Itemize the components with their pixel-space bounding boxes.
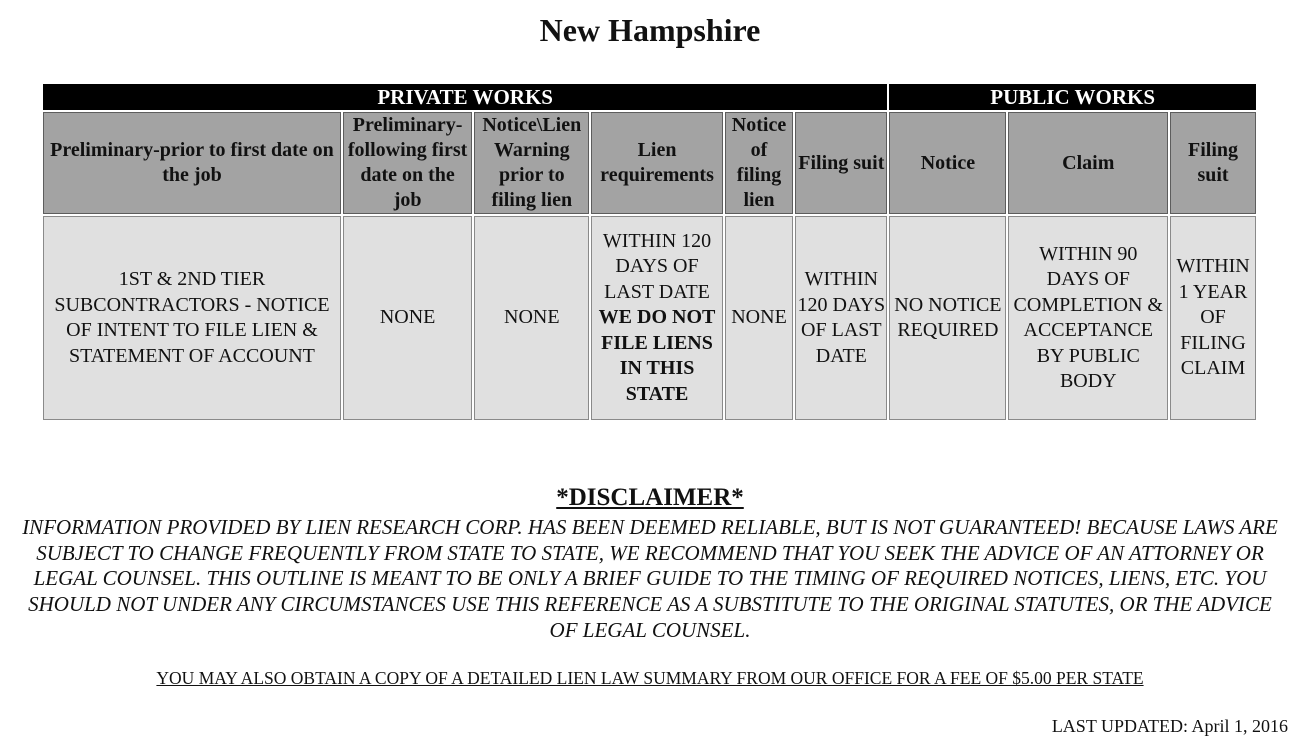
table-row [43, 216, 1256, 420]
disclaimer-title: *DISCLAIMER* [556, 484, 744, 511]
header-preliminary-following: Preliminary-following first date on the job [343, 112, 472, 214]
cell-preliminary-prior [43, 216, 341, 420]
public-works-header: PUBLIC WORKS [889, 84, 1256, 110]
cell-private-filing-suit-text: WITHIN 120 DAYS OF LAST DATE [797, 268, 886, 367]
header-public-notice: Notice [889, 112, 1006, 214]
last-updated: LAST UPDATED: April 1, 2016 [1051, 716, 1288, 736]
cell-public-filing-suit-text: WITHIN 1 YEAR OF FILING CLAIM [1176, 255, 1250, 380]
cell-public-claim-text: WITHIN 90 DAYS OF COMPLETION & ACCEPTANCE BY PUBLIC BODY [1013, 242, 1163, 392]
header-private-filing-suit: Filing suit [795, 112, 887, 214]
fee-note: YOU MAY ALSO OBTAIN A COPY OF A DETAILED LIEN LAW SUMMARY FROM OUR OFFICE FOR A FEE OF $5.00 PER STATE [156, 668, 1144, 688]
cell-preliminary-following [343, 216, 472, 420]
section-header-row [43, 84, 1256, 110]
cell-lien-requirements-text: WITHIN 120 DAYS OF LAST DATE [602, 229, 712, 303]
cell-notice-of-filing-lien-text: NONE [731, 306, 787, 329]
header-notice-of-filing-lien: Notice of filing lien [725, 112, 794, 214]
header-notice-lien-warning: Notice\Lien Warning prior to filing lien [474, 112, 589, 214]
cell-public-claim [1008, 216, 1168, 420]
header-public-claim: Claim [1008, 112, 1168, 214]
private-works-header: PRIVATE WORKS [43, 84, 887, 110]
header-public-filing-suit: Filing suit [1170, 112, 1256, 214]
cell-notice-lien-warning-text: NONE [504, 306, 560, 329]
cell-public-filing-suit [1170, 216, 1256, 420]
cell-lien-requirements-warning: WE DO NOT FILE LIENS IN THIS STATE [598, 306, 716, 405]
cell-preliminary-following-text: NONE [379, 306, 436, 329]
cell-public-notice [889, 216, 1006, 420]
column-header-row [43, 112, 1256, 214]
cell-notice-lien-warning [474, 216, 589, 420]
cell-public-notice-text: NO NOTICE REQUIRED [894, 293, 1002, 341]
header-lien-requirements: Lien requirements [591, 112, 722, 214]
cell-notice-of-filing-lien [725, 216, 794, 420]
page-title: New Hampshire [539, 12, 761, 48]
cell-preliminary-prior-text: 1ST & 2ND TIER SUBCONTRACTORS - NOTICE OF INTENT TO FILE LIEN & STATEMENT OF ACCOUNT [54, 268, 330, 367]
lien-law-table [41, 82, 1258, 422]
cell-private-filing-suit [795, 216, 887, 420]
cell-lien-requirements [591, 216, 722, 420]
disclaimer-text: INFORMATION PROVIDED BY LIEN RESEARCH CORP. HAS BEEN DEEMED RELIABLE, BUT IS NOT GUARANTEED! BECAUSE LAWS ARE SUBJECT TO CHANGE FREQUENTLY FROM STATE TO STATE, WE RECOMMEND THAT YOU SEEK THE ADVICE OF AN ATTORNEY OR LEGAL COUNSEL. THIS OUTLINE IS MEANT TO BE ONLY A BRIEF GUIDE TO THE TIMING OF REQUIRED NOTICES, LIENS, ETC. YOU SHOULD NOT UNDER ANY CIRCUMSTANCES USE THIS REFERENCE AS A SUBSTITUTE TO THE ORIGINAL STATUTES, OR THE ADVICE OF LEGAL COUNSEL. [22, 515, 1278, 642]
header-preliminary-prior: Preliminary-prior to first date on the job [43, 112, 341, 214]
